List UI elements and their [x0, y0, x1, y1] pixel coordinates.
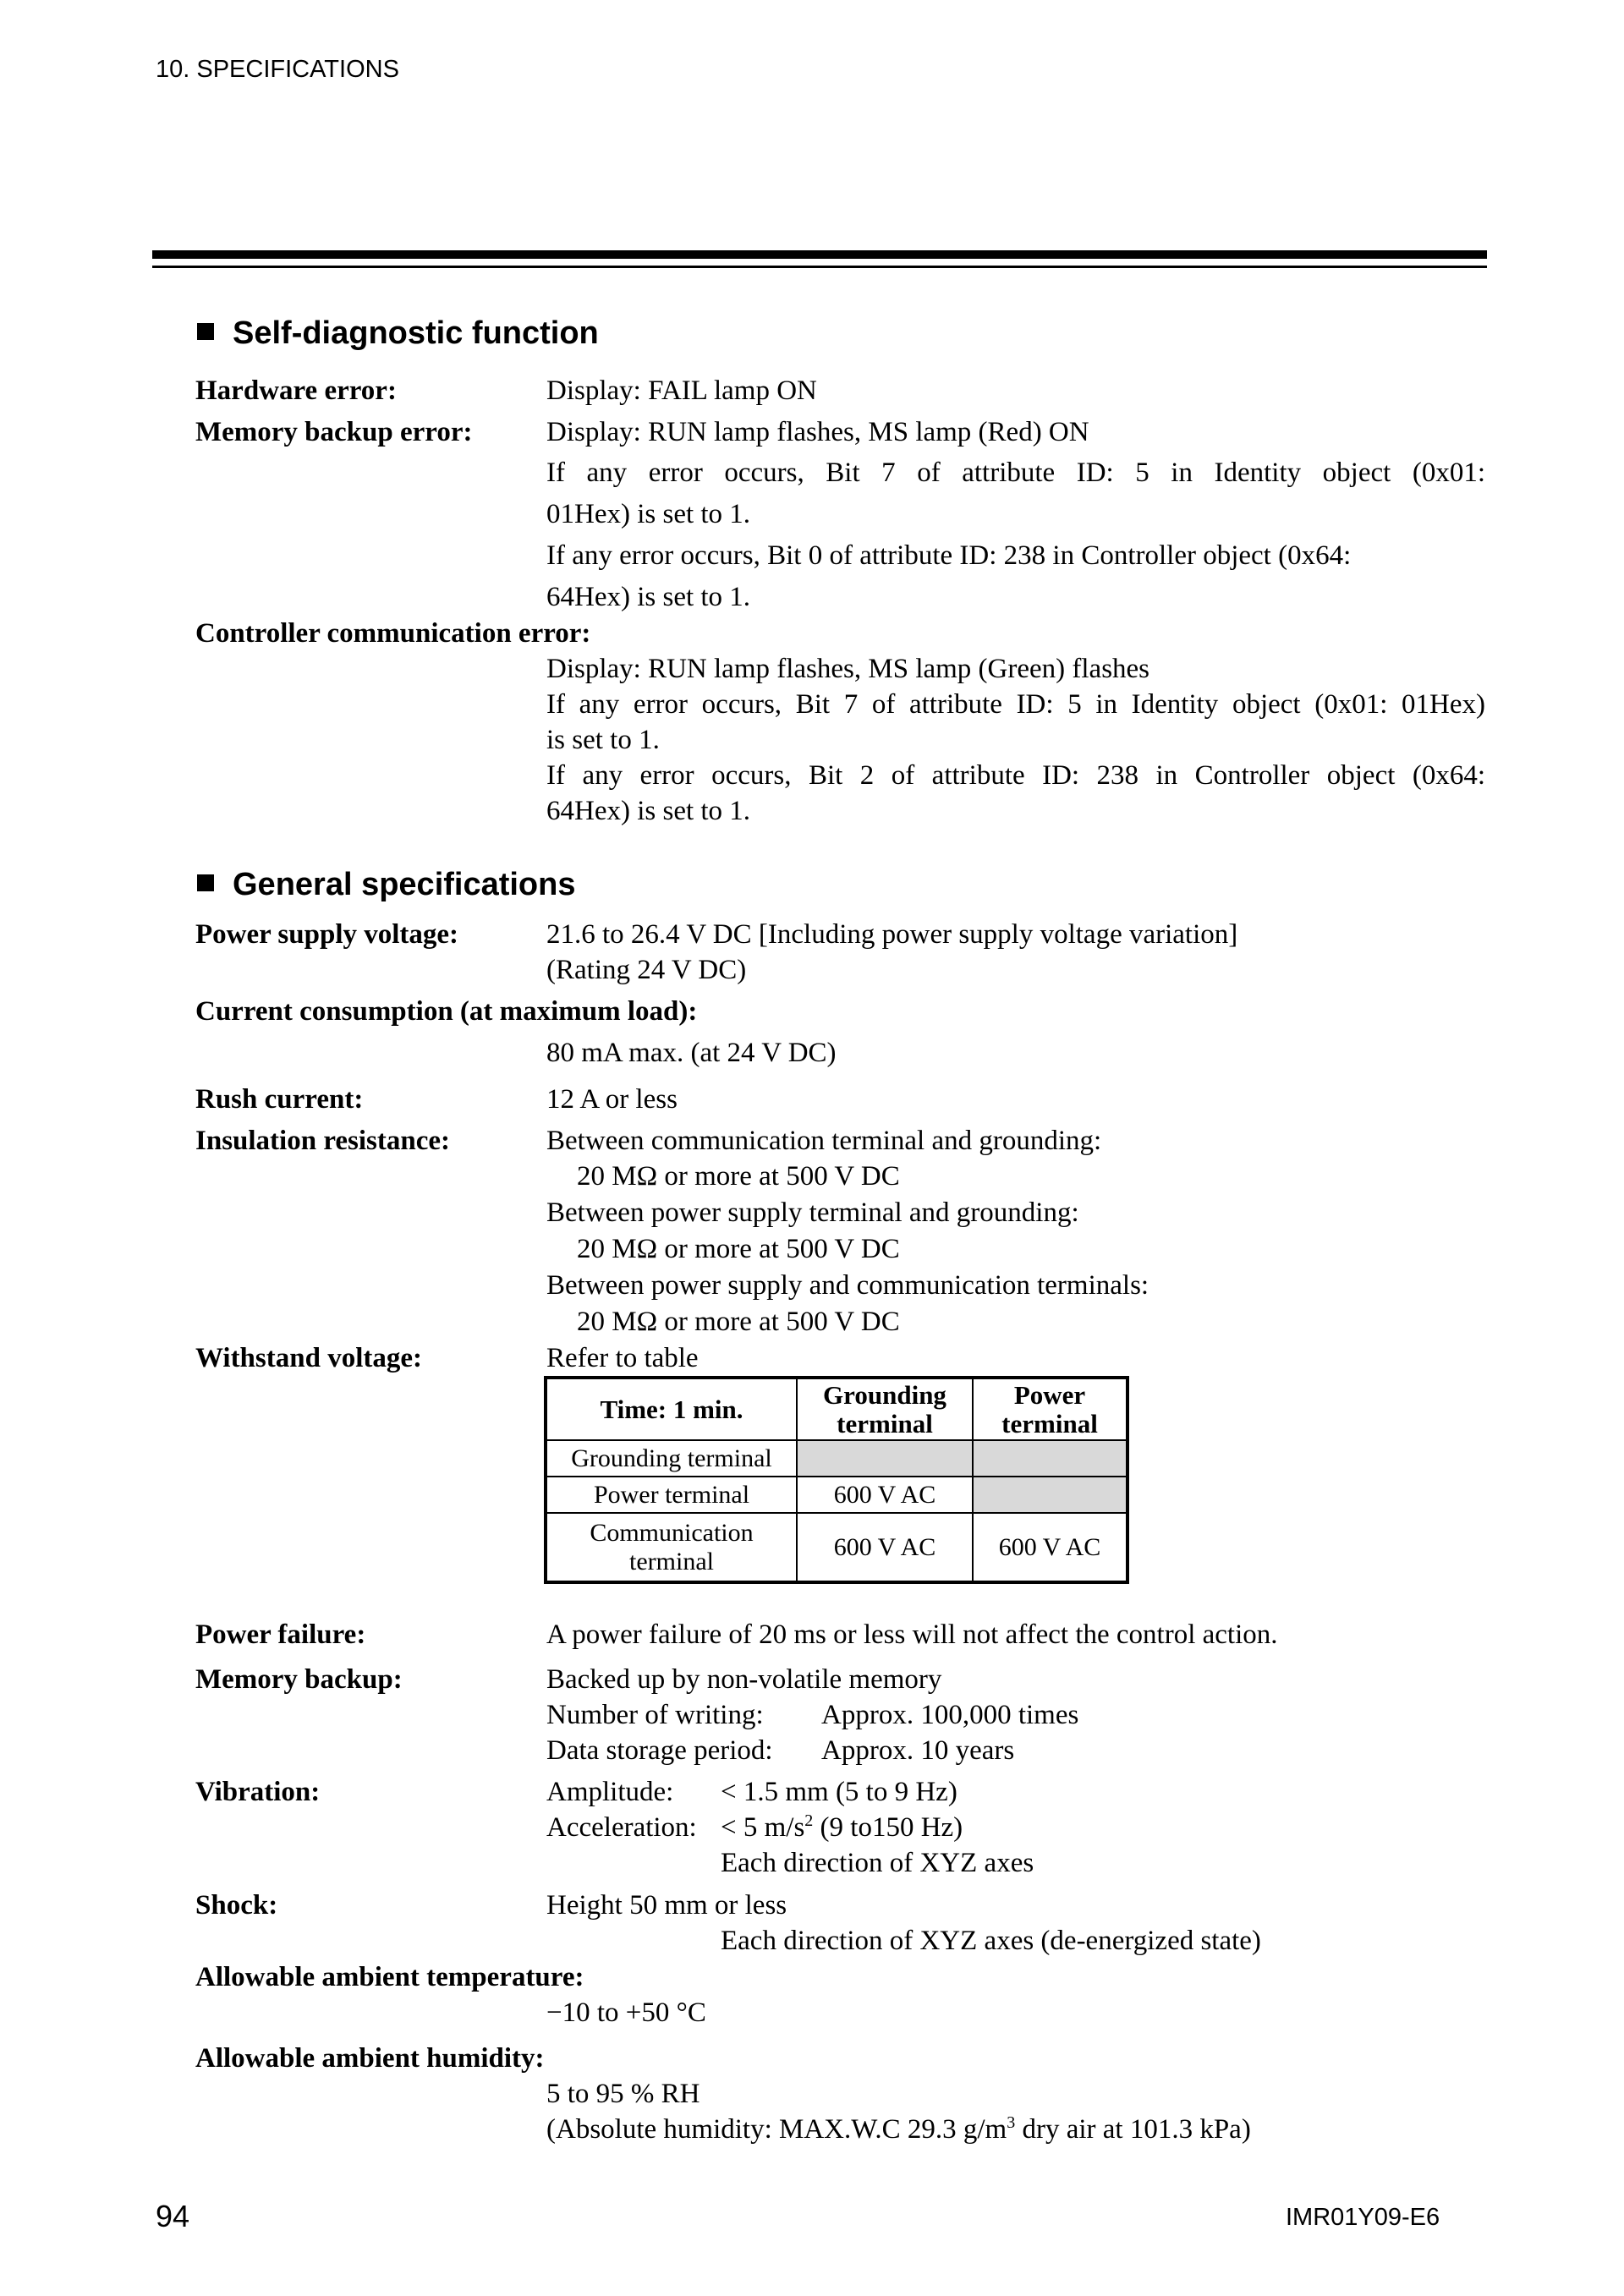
- comm-error-line-4: If any error occurs, Bit 2 of attribute ID: 238 in Controller object (0x64:: [546, 760, 1485, 791]
- memory-backup-storage-value: Approx. 10 years: [821, 1735, 1015, 1766]
- humidity-line-1: 5 to 95 % RH: [546, 2079, 700, 2109]
- header-rule-thin: [152, 266, 1487, 268]
- table-header-grounding: Grounding terminal: [797, 1378, 973, 1440]
- table-header-power: Power terminal: [973, 1378, 1127, 1440]
- value-power-supply-rating: (Rating 24 V DC): [546, 955, 747, 985]
- memory-backup-line-1: Backed up by non-volatile memory: [546, 1664, 942, 1695]
- insulation-line-2: 20 MΩ or more at 500 V DC: [577, 1161, 900, 1192]
- value-ambient-temperature: −10 to +50 °C: [546, 1997, 706, 2028]
- insulation-line-3: Between power supply terminal and grounding:: [546, 1197, 1079, 1228]
- memory-backup-writing-label: Number of writing:: [546, 1700, 764, 1730]
- label-insulation-resistance: Insulation resistance:: [195, 1126, 450, 1156]
- value-current-consumption: 80 mA max. (at 24 V DC): [546, 1038, 837, 1068]
- label-power-failure: Power failure:: [195, 1619, 366, 1650]
- label-ambient-humidity: Allowable ambient humidity:: [195, 2043, 545, 2074]
- label-memory-backup: Memory backup:: [195, 1664, 403, 1695]
- running-header: 10. SPECIFICATIONS: [156, 56, 399, 83]
- label-current-consumption: Current consumption (at maximum load):: [195, 996, 698, 1027]
- table-header-time: Time: 1 min.: [546, 1378, 797, 1440]
- comm-error-line-3: is set to 1.: [546, 725, 660, 755]
- vibration-acceleration-value: < 5 $m/s^2$ (9 to150 Hz): [721, 1811, 963, 1843]
- insulation-line-4: 20 MΩ or more at 500 V DC: [577, 1234, 900, 1264]
- comm-error-line-2: If any error occurs, Bit 7 of attribute ID: 5 in Identity object (0x01: 01Hex): [546, 689, 1485, 720]
- value-power-failure: A power failure of 20 ms or less will not affect the control action.: [546, 1619, 1278, 1650]
- memory-backup-storage-label: Data storage period:: [546, 1735, 773, 1766]
- table-cell-empty: [797, 1440, 973, 1477]
- value-memory-backup-error: Display: RUN lamp flashes, MS lamp (Red) ON: [546, 417, 1089, 447]
- vibration-amplitude-label: Amplitude:: [546, 1777, 674, 1807]
- table-cell-comm-grounding: 600 V AC: [797, 1513, 973, 1582]
- value-hardware-error: Display: FAIL lamp ON: [546, 375, 817, 406]
- label-ambient-temperature: Allowable ambient temperature:: [195, 1962, 584, 1992]
- humidity-line-2: (Absolute humidity: MAX.W.C 29.3 $g/m^3$ dry air at 101.3 kPa): [546, 2113, 1251, 2145]
- label-withstand-voltage: Withstand voltage:: [195, 1343, 422, 1373]
- label-rush-current: Rush current:: [195, 1084, 364, 1115]
- label-vibration: Vibration:: [195, 1777, 321, 1807]
- memory-error-line-3: 01Hex) is set to 1.: [546, 499, 751, 529]
- table-cell-empty: [973, 1440, 1127, 1477]
- value-power-supply-voltage: 21.6 to 26.4 V DC [Including power supply voltage variation]: [546, 919, 1238, 950]
- label-hardware-error: Hardware error:: [195, 375, 397, 406]
- document-code: IMR01Y09-E6: [1286, 2204, 1440, 2231]
- value-rush-current: 12 A or less: [546, 1084, 678, 1115]
- square-bullet-icon: [197, 323, 214, 340]
- label-controller-communication-error: Controller communication error:: [195, 618, 591, 649]
- square-bullet-icon: [197, 874, 214, 891]
- label-shock: Shock:: [195, 1890, 278, 1921]
- insulation-line-1: Between communication terminal and grounding:: [546, 1126, 1102, 1156]
- section-heading-general: General specifications: [197, 867, 576, 903]
- label-memory-backup-error: Memory backup error:: [195, 417, 473, 447]
- memory-error-line-4: If any error occurs, Bit 0 of attribute ID: 238 in Controller object (0x64:: [546, 540, 1352, 571]
- table-row-grounding-label: Grounding terminal: [546, 1440, 797, 1477]
- comm-error-line-1: Display: RUN lamp flashes, MS lamp (Green) flashes: [546, 654, 1150, 684]
- page-number: 94: [156, 2199, 190, 2233]
- memory-error-line-2: If any error occurs, Bit 7 of attribute ID: 5 in Identity object (0x01:: [546, 458, 1485, 488]
- memory-backup-writing-value: Approx. 100,000 times: [821, 1700, 1079, 1730]
- insulation-line-5: Between power supply and communication terminals:: [546, 1270, 1149, 1301]
- table-row-power-label: Power terminal: [546, 1477, 797, 1513]
- table-cell-power-grounding: 600 V AC: [797, 1477, 973, 1513]
- shock-line-2: Each direction of XYZ axes (de-energized state): [721, 1926, 1261, 1956]
- section-heading-self-diagnostic: Self-diagnostic function: [197, 315, 599, 352]
- memory-error-line-5: 64Hex) is set to 1.: [546, 582, 751, 612]
- header-rule-thick: [152, 250, 1487, 259]
- shock-line-1: Height 50 mm or less: [546, 1890, 787, 1921]
- table-cell-empty: [973, 1477, 1127, 1513]
- withstand-voltage-table: [544, 1376, 1129, 1584]
- table-row-communication-label: Communication terminal: [546, 1513, 797, 1582]
- value-withstand-voltage: Refer to table: [546, 1343, 699, 1373]
- vibration-direction: Each direction of XYZ axes: [721, 1848, 1034, 1878]
- vibration-amplitude-value: < 1.5 mm (5 to 9 Hz): [721, 1777, 957, 1807]
- table-cell-comm-power: 600 V AC: [973, 1513, 1127, 1582]
- vibration-acceleration-label: Acceleration:: [546, 1812, 697, 1843]
- insulation-line-6: 20 MΩ or more at 500 V DC: [577, 1307, 900, 1337]
- comm-error-line-5: 64Hex) is set to 1.: [546, 796, 751, 826]
- label-power-supply-voltage: Power supply voltage:: [195, 919, 459, 950]
